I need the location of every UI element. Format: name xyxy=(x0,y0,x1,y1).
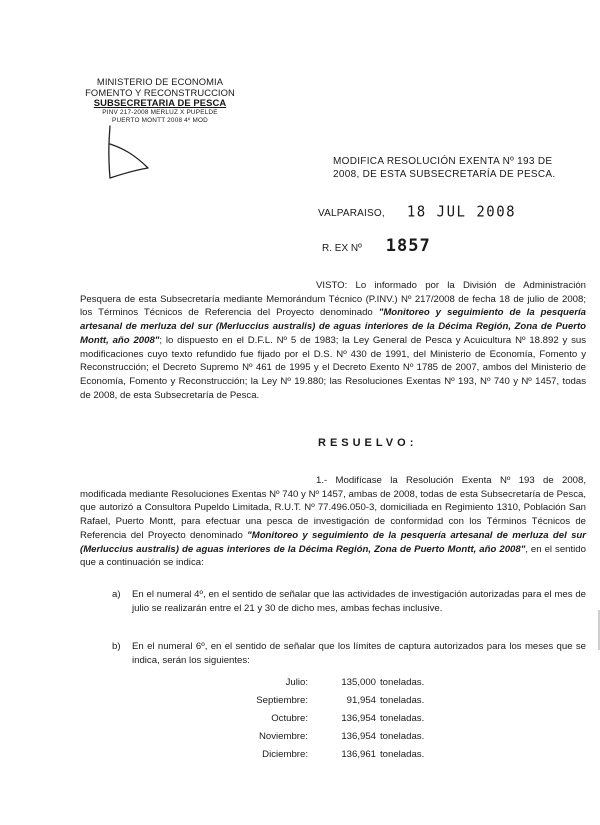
item-a-letter: a) xyxy=(112,589,121,600)
stamped-date: 18 JUL 2008 xyxy=(406,203,517,221)
ministry-name-cont: FOMENTO Y RECONSTRUCCION xyxy=(85,86,235,98)
file-reference: PINV 217-2008 MERLUZ X PUPELDE xyxy=(102,108,218,116)
capture-month: Julio: xyxy=(285,677,308,688)
point-1-text-1: 1.- Modifícase la Resolución Exenta Nº 193 de 2008, modificada mediante Resoluciones Exentas Nº 740 y Nº 1457, ambas de 2008, todas de esta Subsecretaría de Pesca, que autorizó a Consultora Pupeldo Limitada, R.U.T. Nº 77.496.050-3, domiciliada en Regimiento 1310, Población San Rafael, Puerto Montt, para efectuar una pesca de investigación de conformidad con los Términos Técnicos de Referencia del Proyecto denominado xyxy=(80,475,586,541)
capture-month: Octubre: xyxy=(271,713,308,724)
visto-paragraph xyxy=(80,279,586,402)
visto-text-1: VISTO: Lo informado por la División de Administración Pesquera de esta Subsecretaría mediante Memorándum Técnico (P.INV.) Nº 217/2008 de fecha 18 de julio de 2008; los Términos Técnicos de Referencia del Proyecto denominado xyxy=(80,280,586,319)
place-and-date xyxy=(318,204,588,220)
capture-amount: 136,954 xyxy=(341,713,376,724)
capture-amount: 136,954 xyxy=(341,731,376,742)
resolution-number: 1857 xyxy=(385,236,431,256)
resolution-reference-title: MODIFICA RESOLUCIÓN EXENTA Nº 193 DE 2008, DE ESTA SUBSECRETARÍA DE PESCA. xyxy=(333,156,556,180)
capture-row xyxy=(244,710,484,728)
capture-unit: toneladas. xyxy=(380,695,425,706)
capture-amount: 91,954 xyxy=(346,695,376,706)
resolution-number-label: R. EX Nº xyxy=(322,243,362,254)
item-b-letter: b) xyxy=(112,641,121,652)
capture-row xyxy=(244,692,484,710)
capture-month: Noviembre: xyxy=(258,731,308,742)
capture-amount: 136,961 xyxy=(341,749,376,760)
capture-row xyxy=(244,674,484,692)
file-reference-cont: PUERTO MONTT 2008 4º MOD xyxy=(112,116,208,124)
point-1-paragraph xyxy=(80,474,586,570)
capture-unit: toneladas. xyxy=(380,713,425,724)
point-1-project-name: "Monitoreo y seguimiento de la pesquería artesanal de merluza del sur (Merluccius australis) de aguas interiores de la Décima Región, Zona de Puerto Montt, año 2008" xyxy=(80,529,586,555)
resolution-number-line xyxy=(322,236,522,256)
ministry-header xyxy=(80,77,240,125)
capture-unit: toneladas. xyxy=(380,731,425,742)
visto-text-2: ; lo dispuesto en el D.F.L. Nº 5 de 1983; la Ley General de Pesca y Acuicultura Nº 18.892 y sus modificaciones cuyo texto refundido fue fijado por el D.S. Nº 430 de 1991, del Ministerio de Economía, Fomento y Reconstrucción; el Decreto Supremo Nº 461 de 1995 y el Decreto Exento Nº 1785 de 2007, ambos del Ministerio de Economía, Fomento y Reconstrucción; la Ley Nº 19.880; las Resoluciones Exentas Nº 193, Nº 740 y Nº 1457, todas de 2008, de esta Subsecretaría de Pesca. xyxy=(80,334,587,401)
resuelvo-heading: RESUELVO: xyxy=(318,437,418,449)
capture-unit: toneladas. xyxy=(380,677,425,688)
capture-month: Septiembre: xyxy=(256,695,308,706)
ministry-name: MINISTERIO DE ECONOMIA xyxy=(96,76,224,87)
capture-row xyxy=(244,728,484,746)
initials-signature-mark xyxy=(104,124,154,180)
capture-month: Diciembre: xyxy=(262,749,308,760)
visto-project-name: "Monitoreo y seguimiento de la pesquería artesanal de merluza del sur (Merluccius australis) de aguas interiores de la Décima Región, Zona de Puerto Montt, año 2008" xyxy=(80,307,586,346)
place-label: VALPARAISO, xyxy=(318,208,385,219)
item-b xyxy=(112,640,586,667)
item-b-text: En el numeral 6º, en el sentido de señalar que los límites de captura autorizados para los meses que se indica, serán los siguientes: xyxy=(132,641,586,666)
capture-amount: 135,000 xyxy=(341,677,376,688)
capture-row xyxy=(244,746,484,764)
subsecretaria-name: SUBSECRETARIA DE PESCA xyxy=(93,97,227,108)
capture-limits-list xyxy=(244,674,484,764)
point-1-text-2: , en el sentido que a continuación se indica: xyxy=(80,543,586,569)
item-a xyxy=(112,588,586,615)
capture-unit: toneladas. xyxy=(380,749,425,760)
item-a-text: En el numeral 4º, en el sentido de señalar que las actividades de investigación autorizadas para el mes de julio se realizarán entre el 21 y 30 de dicho mes, ambas fechas inclusive. xyxy=(132,589,586,614)
